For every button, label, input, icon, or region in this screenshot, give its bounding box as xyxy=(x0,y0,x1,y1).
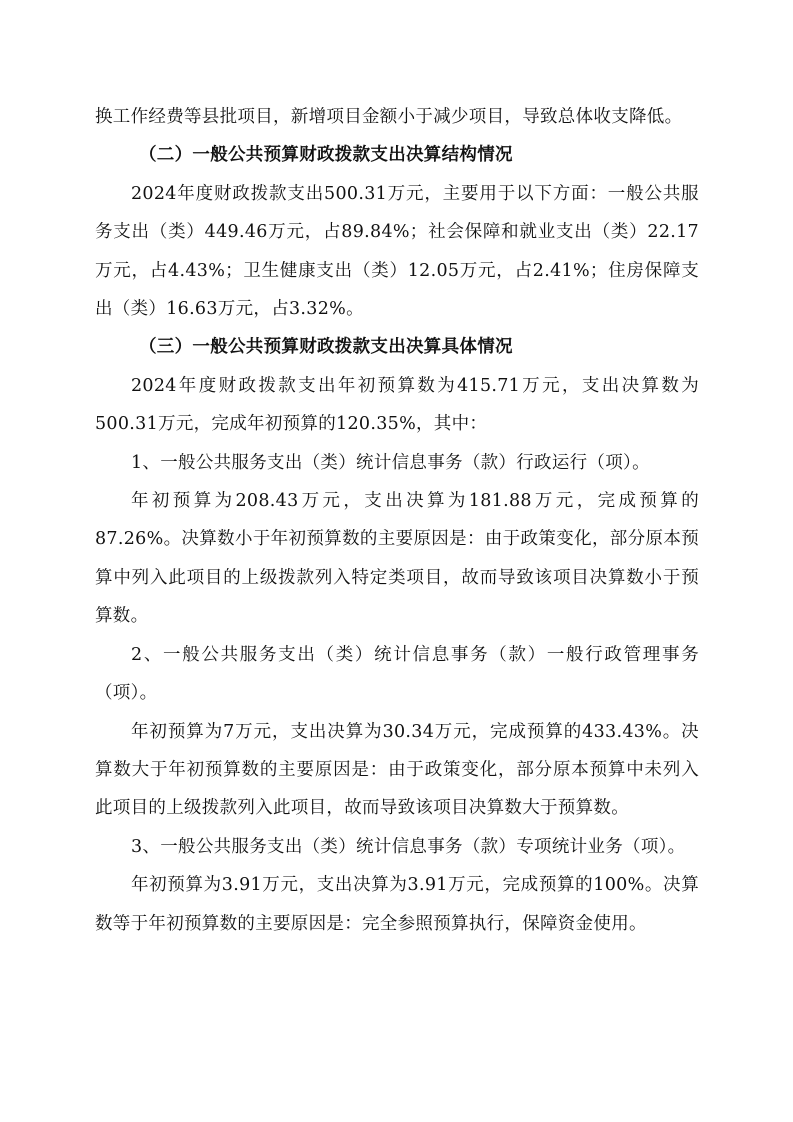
item-3-title: 3、一般公共服务支出（类）统计信息事务（款）专项统计业务（项）。 xyxy=(131,836,686,857)
item-2-title: 2、一般公共服务支出（类）统计信息事务（款）一般行政管理事务（项）。 xyxy=(95,644,699,704)
item-1-title: 1、一般公共服务支出（类）统计信息事务（款）行政运行（项）。 xyxy=(131,452,650,473)
paragraph-structure: 2024年度财政拨款支出500.31万元，主要用于以下方面：一般公共服务支出（类）449.46万元，占89.84%；社会保障和就业支出（类）22.17万元，占4.43%；卫生健康支出（类）12.05万元，占2.41%；住房保障支出（类）16.63万元，占3.32%。 xyxy=(95,183,699,320)
section-heading-3: （三）一般公共预算财政拨款支出决算具体情况 xyxy=(139,337,513,358)
document-body xyxy=(95,98,699,943)
section-heading-2: （二）一般公共预算财政拨款支出决算结构情况 xyxy=(139,145,513,166)
paragraph-summary: 2024年度财政拨款支出年初预算数为415.71万元，支出决算数为500.31万元，完成年初预算的120.35%，其中： xyxy=(95,375,699,435)
paragraph-continuation: 换工作经费等县批项目，新增项目金额小于减少项目，导致总体收支降低。 xyxy=(95,107,683,127)
item-3-body: 年初预算为3.91万元，支出决算为3.91万元，完成预算的100%。决算数等于年初预算数的主要原因是：完全参照预算执行，保障资金使用。 xyxy=(95,875,699,934)
item-1-body: 年初预算为208.43万元，支出决算为181.88万元，完成预算的87.26%。决算数小于年初预算数的主要原因是：由于政策变化，部分原本预算中列入此项目的上级拨款列入特定类项目，故而导致该项目决算数小于预算数。 xyxy=(95,491,699,627)
item-2-body: 年初预算为7万元，支出决算为30.34万元，完成预算的433.43%。决算数大于年初预算数的主要原因是：由于政策变化，部分原本预算中未列入此项目的上级拨款列入此项目，故而导致该项目决算数大于预算数。 xyxy=(95,721,699,819)
